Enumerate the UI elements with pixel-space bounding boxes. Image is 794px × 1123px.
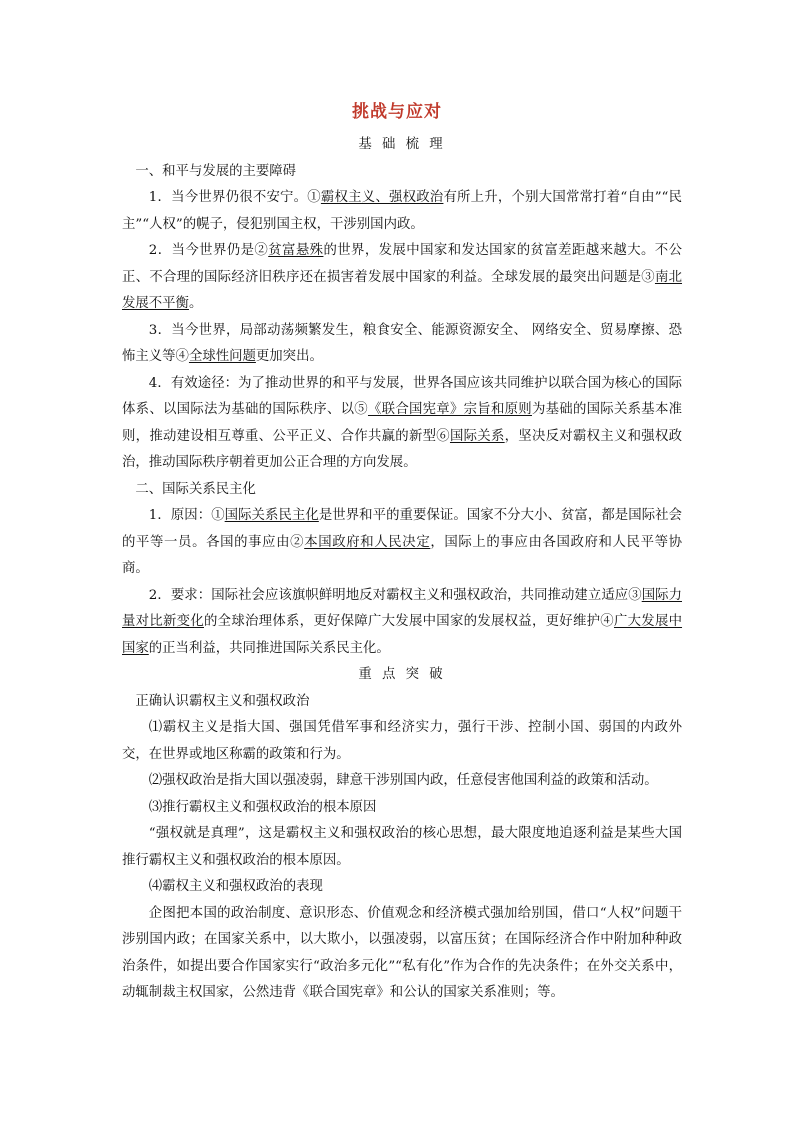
text: 3．当今世界，局部动荡频繁发生，粮食安全、能源资源安全、 网络安全、贸易摩擦、恐怖主义等④ xyxy=(122,322,682,364)
point-3-heading: ⑶推行霸权主义和强权政治的根本原因 xyxy=(148,799,377,815)
section-heading-key-points: 重 点 突 破 xyxy=(358,667,446,682)
text: 是世界和平的重要保证。国家不分大小、贫富，都是国际社会的平等一员。各国的事应由② xyxy=(122,508,682,550)
text: 1．当今世界仍很不安宁。① xyxy=(148,190,321,205)
text: 2．当今世界仍是② xyxy=(148,243,269,258)
text: 的世界，发展中国家和发达国家的贫富差距越来越大。不公正、不合理的国际经济旧秩序还在损害着发展中国家的利益。全球发展的最突出问题是③ xyxy=(122,243,683,285)
blank-answer: 全球性问题 xyxy=(188,349,256,364)
blank-answer: 南北发展不平衡 xyxy=(122,269,683,311)
blank-answer: 国际关系民主化 xyxy=(224,508,319,523)
paragraph-2 xyxy=(122,238,682,318)
text: 的正当利益，共同推进国际关系民主化。 xyxy=(148,640,390,656)
blank-answer: 《联合国宪章》宗旨和原则 xyxy=(367,402,532,417)
heading-democratization: 二、国际关系民主化 xyxy=(135,481,256,497)
text: 4．有效途径：为了推动世界的和平与发展，世界各国应该共同维护以联合国为核心的国际体系、以国际法为基础的国际秩序、以⑤ xyxy=(122,375,682,417)
paragraph-3 xyxy=(122,318,682,371)
point-3-text: “强权就是真理”，这是霸权主义和强权政治的核心思想，最大限度地追逐利益是某些大国推行霸权主义和强权政治的根本原因。 xyxy=(122,826,682,868)
text: 2．要求：国际社会应该旗帜鲜明地反对霸权主义和强权政治，共同推动建立适应③ xyxy=(148,587,642,603)
point-1: ⑴霸权主义是指大国、强国凭借军事和经济实力，强行干涉、控制小国、弱国的内政外交，在世界或地区称霸的政策和行为。 xyxy=(122,720,682,762)
text: 有所上升，个别大国常常打着“自由”“民主”“人权”的幌子，侵犯别国主权，干涉别国内政。 xyxy=(122,190,683,232)
point-2: ⑵强权政治是指大国以强凌弱，肆意干涉别国内政，任意侵害他国利益的政策和活动。 xyxy=(148,773,658,788)
text: 1．原因：① xyxy=(148,508,225,523)
blank-answer: 国际力量对比新变化 xyxy=(122,587,682,629)
blank-answer: 本国政府和人民决定 xyxy=(304,534,431,550)
section-heading-basics: 基 础 梳 理 xyxy=(358,137,446,152)
paragraph-5 xyxy=(122,503,682,583)
text: 的全球治理体系，更好保障广大发展中国家的发展权益，更好维护④ xyxy=(204,614,614,629)
text: 更加突出。 xyxy=(255,349,323,364)
blank-answer: 广大发展中国家 xyxy=(122,614,683,656)
point-4-heading: ⑷霸权主义和强权政治的表现 xyxy=(148,879,323,894)
page-title: 挑战与应对 xyxy=(352,102,442,122)
point-4-text: 企图把本国的政治制度、意识形态、价值观念和经济模式强加给别国，借口“人权”问题干涉别国内政；在国家关系中，以大欺小，以强凌弱，以富压贫；在国际经济合作中附加种种政治条件，如提出要合作国家实行“政治多元化”“私有化”作为合作的先决条件；在外交关系中，动辄制裁主权国家，公然违背《联合国宪章》和公认的国家关系准则；等。 xyxy=(122,905,682,1000)
blank-answer: 国际关系 xyxy=(449,428,505,444)
heading-hegemonism: 正确认识霸权主义和强权政治 xyxy=(135,693,310,709)
document-body xyxy=(122,132,682,1007)
blank-answer: 贫富悬殊 xyxy=(268,243,324,258)
text: 为基础的国际关系基本准则，推动建设相互尊重、公平正义、合作共赢的新型⑥ xyxy=(122,402,683,444)
paragraph-4 xyxy=(122,371,682,477)
heading-obstacles: 一、和平与发展的主要障碍 xyxy=(135,163,297,179)
text: ，坚决反对霸权主义和强权政治，推动国际秩序朝着更加公正合理的方向发展。 xyxy=(122,428,683,470)
blank-answer: 霸权主义、强权政治 xyxy=(320,190,444,205)
paragraph-1 xyxy=(122,185,682,238)
paragraph-6 xyxy=(122,583,682,663)
text: 。 xyxy=(188,296,203,311)
text: ，国际上的事应由各国政府和人民平等协商。 xyxy=(122,534,682,576)
